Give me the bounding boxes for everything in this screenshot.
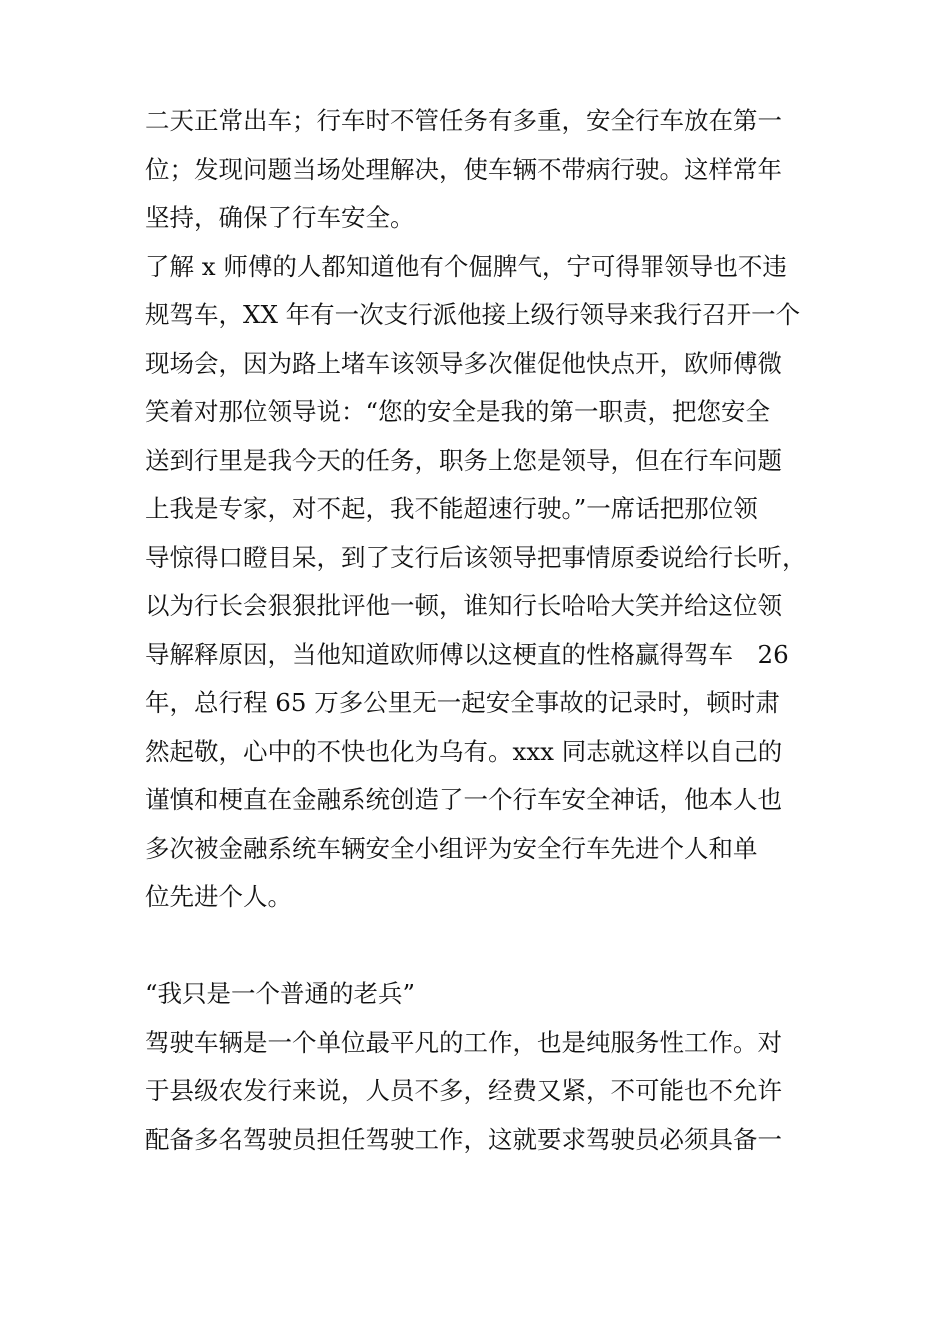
paragraph-spacer: [145, 922, 825, 971]
text-line: 笑着对那位领导说：“您的安全是我的第一职责，把您安全: [145, 397, 771, 426]
text-line: 规驾车，XX 年有一次支行派他接上级行领导来我行召开一个: [145, 300, 801, 329]
text-line: 以为行长会狠狠批评他一顿，谁知行长哈哈大笑并给这位领: [145, 591, 782, 620]
text-line: 坚持，确保了行车安全。: [145, 203, 415, 232]
text-line: 导惊得口瞪目呆，到了支行后该领导把事情原委说给行长听，: [145, 542, 807, 572]
text-line: 现场会，因为路上堵车该领导多次催促他快点开，欧师傅微: [145, 348, 782, 378]
text-line: 谨慎和梗直在金融系统创造了一个行车安全神话，他本人也: [145, 785, 782, 814]
text-line: 位先进个人。: [145, 882, 292, 911]
text-line: 然起敬，心中的不快也化为乌有。xxx 同志就这样以自己的: [145, 736, 783, 766]
paragraph-2: [145, 243, 825, 922]
document-body: [145, 97, 825, 1164]
paragraph-3: [145, 1019, 825, 1165]
text-line: 配备多名驾驶员担任驾驶工作，这就要求驾驶员必须具备一: [145, 1124, 782, 1154]
text-line: 年，总行程 65 万多公里无一起安全事故的记录时，顿时肃: [145, 688, 780, 717]
text-line: 驾驶车辆是一个单位最平凡的工作，也是纯服务性工作。对: [145, 1027, 782, 1057]
text-line: 位；发现问题当场处理解决，使车辆不带病行驶。这样常年: [145, 154, 782, 184]
text-line: 了解 x 师傅的人都知道他有个倔脾气，宁可得罪领导也不违: [145, 251, 787, 281]
text-line: 多次被金融系统车辆安全小组评为安全行车先进个人和单: [145, 833, 758, 863]
section-heading: “我只是一个普通的老兵”: [145, 979, 416, 1008]
text-line: 二天正常出车；行车时不管任务有多重，安全行车放在第一: [145, 106, 782, 135]
text-line: 上我是专家，对不起，我不能超速行驶。”一席话把那位领: [145, 494, 758, 523]
text-line: 导解释原因，当他知道欧师傅以这梗直的性格赢得驾车 26: [145, 639, 789, 669]
paragraph-1: [145, 97, 825, 243]
text-line: 于县级农发行来说，人员不多，经费又紧，不可能也不允许: [145, 1076, 782, 1105]
text-line: 送到行里是我今天的任务，职务上您是领导，但在行车问题: [145, 445, 782, 475]
